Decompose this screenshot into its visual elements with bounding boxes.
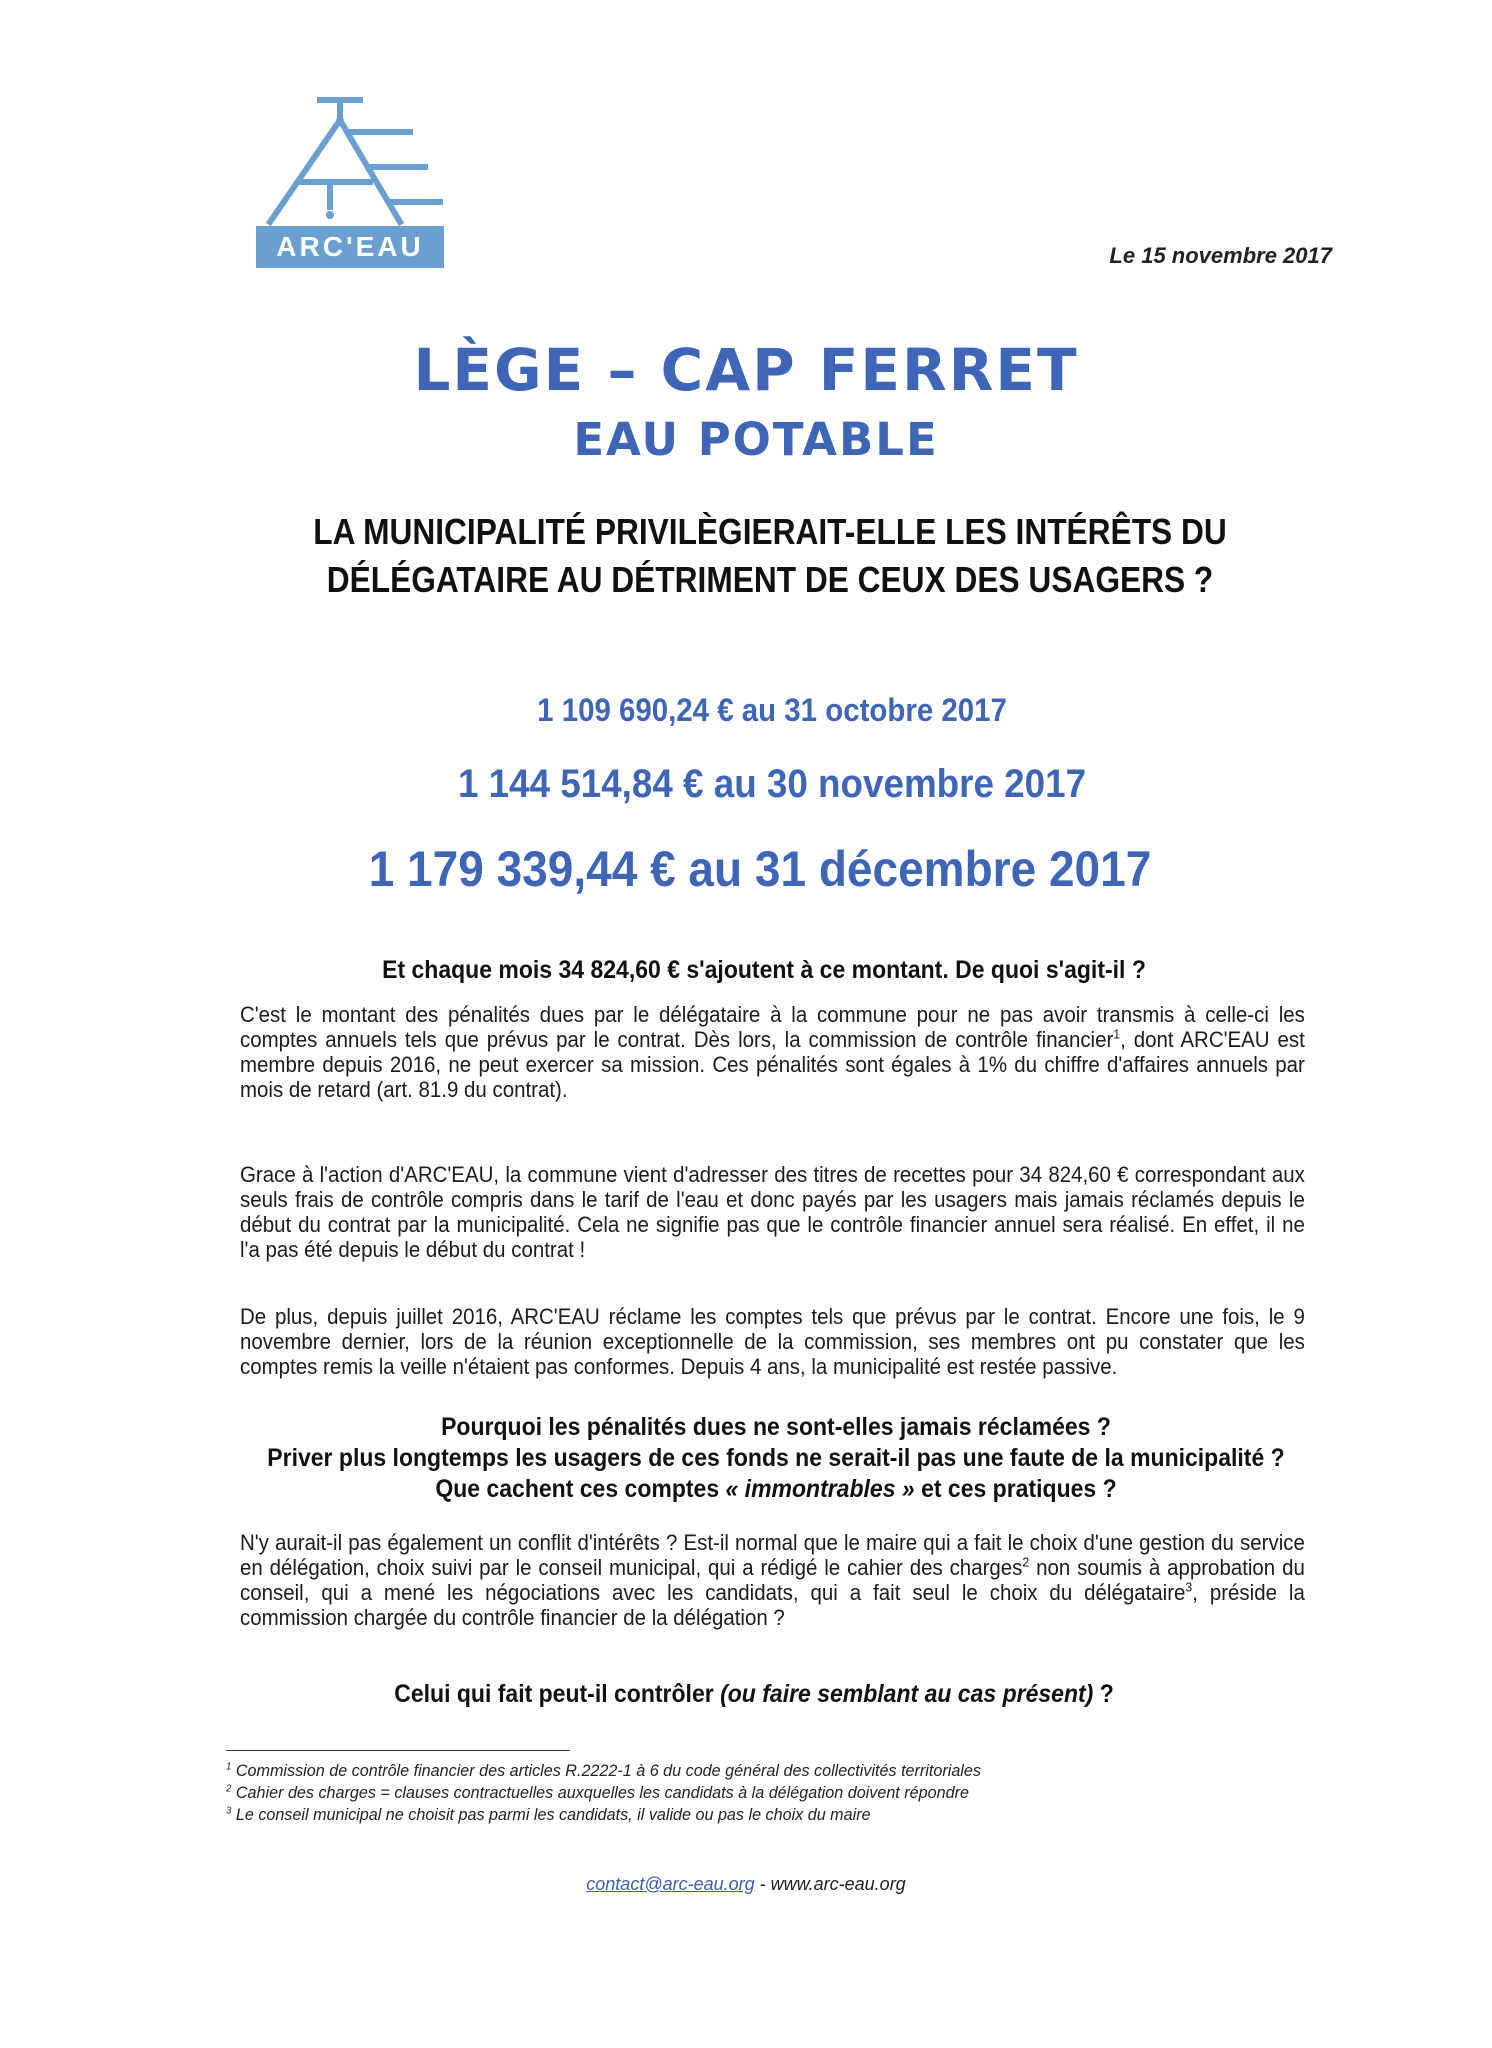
- paragraph-penalties-a: C'est le montant des pénalités dues par le délégataire à la commune pour ne pas avoir transmis à celle-ci les comptes annuels tels que prévus par le contrat. Dès lors, la commission de contrôle financier: [240, 1002, 1305, 1052]
- footnote-ref-3: 3: [1185, 1579, 1193, 1595]
- paragraph-action: Grace à l'action d'ARC'EAU, la commune vient d'adresser des titres de recettes pour 34 824,60 € correspondant aux seuls frais de contrôle compris dans le tarif de l'eau et donc payés par les usagers mais jamais réclamés depuis le début du contrat par la municipalité. Cela ne signifie pas que le contrôle financier annuel sera réalisé. En effet, il ne l'a pas été depuis le début du contrat !: [240, 1162, 1305, 1262]
- footnotes: [226, 1760, 1062, 1826]
- footnote-text: Cahier des charges = clauses contractuelles auxquelles les candidats à la délégation doivent répondre: [235, 1783, 969, 1802]
- contact-separator: -: [754, 1874, 771, 1894]
- question-funds: Priver plus longtemps les usagers de ces fonds ne serait-il pas une faute de la municipalité ?: [267, 1444, 1285, 1472]
- contact-email-link[interactable]: contact@arc-eau.org: [586, 1874, 755, 1894]
- question-accounts: [90, 1474, 1463, 1505]
- paragraph-penalties: [240, 1002, 1305, 1102]
- arceau-logo: [250, 92, 450, 270]
- footnote-divider: [226, 1750, 570, 1751]
- logo-emblem-icon: [250, 92, 450, 242]
- logo-label: ARC'EAU: [256, 226, 444, 268]
- questions-block: [90, 1412, 1463, 1505]
- amount-december: 1 179 339,44 € au 31 décembre 2017: [368, 841, 1152, 897]
- final-question-main: Celui qui fait peut-il contrôler: [394, 1680, 721, 1708]
- footnote-item: [226, 1760, 1062, 1782]
- title-subject: EAU POTABLE: [573, 413, 939, 466]
- document-date: Le 15 novembre 2017: [1109, 243, 1332, 268]
- paragraph-conflict-a: N'y aurait-il pas également un conflit d'intérêts ? Est-il normal que le maire qui a fait le choix d'une gestion du service en délégation, choix suivi par le conseil municipal, qui a rédigé le cahier des charges: [240, 1530, 1305, 1580]
- footnote-item: [226, 1782, 1062, 1804]
- contact-website[interactable]: www.arc-eau.org: [770, 1874, 906, 1894]
- question-accounts-a: Que cachent ces comptes: [435, 1475, 726, 1503]
- paragraph-conflict-c: , préside la commission chargée du contrôle financier de la délégation ?: [240, 1580, 1305, 1630]
- title-location: LÈGE – CAP FERRET: [413, 336, 1079, 404]
- paragraph-accounts: De plus, depuis juillet 2016, ARC'EAU réclame les comptes tels que prévus par le contrat. Encore une fois, le 9 novembre dernier, lors de la réunion exceptionnelle de la commission, ses membres ont pu constater que les comptes remis la veille n'étaient pas conformes. Depuis 4 ans, la municipalité est restée passive.: [240, 1304, 1305, 1379]
- final-question: [68, 1680, 1441, 1709]
- headline: [268, 508, 1271, 604]
- paragraph-conflict-b: non soumis à approbation du conseil, qui a mené les négociations avec les candidats, qui a fait seul le choix du délégataire: [240, 1555, 1305, 1605]
- final-question-em: (ou faire semblant au cas présent): [720, 1680, 1094, 1708]
- paragraph-penalties-b: , dont ARC'EAU est membre depuis 2016, ne peut exercer sa mission. Ces pénalités sont égales à 1% du chiffre d'affaires annuels par mois de retard (art. 81.9 du contrat).: [240, 1027, 1305, 1102]
- question-accounts-em: « immontrables »: [725, 1475, 915, 1503]
- footnote-text: Commission de contrôle financier des articles R.2222-1 à 6 du code général des collectivités territoriales: [235, 1761, 981, 1780]
- final-question-end: ?: [1093, 1680, 1114, 1708]
- amount-november: 1 144 514,84 € au 30 novembre 2017: [457, 762, 1087, 806]
- footnote-ref-2: 2: [1022, 1554, 1030, 1570]
- question-accounts-b: et ces pratiques ?: [914, 1475, 1117, 1503]
- question-penalties: Pourquoi les pénalités dues ne sont-elles jamais réclamées ?: [441, 1413, 1111, 1441]
- amount-october: 1 109 690,24 € au 31 octobre 2017: [537, 692, 1007, 728]
- footnote-number: 3: [226, 1805, 232, 1817]
- paragraph-conflict: [240, 1530, 1305, 1630]
- footnote-number: 2: [226, 1783, 232, 1795]
- monthly-question: Et chaque mois 34 824,60 € s'ajoutent à ce montant. De quoi s'agit-il ?: [382, 956, 1146, 984]
- contact-line: [0, 1874, 1492, 1895]
- footnote-item: [226, 1804, 1062, 1826]
- headline-line-1: LA MUNICIPALITÉ PRIVILÈGIERAIT-ELLE LES INTÉRÊTS DU: [313, 511, 1227, 552]
- footnote-text: Le conseil municipal ne choisit pas parmi les candidats, il valide ou pas le choix du maire: [235, 1805, 871, 1824]
- footnote-number: 1: [226, 1761, 232, 1773]
- headline-line-2: DÉLÉGATAIRE AU DÉTRIMENT DE CEUX DES USAGERS ?: [326, 559, 1214, 600]
- footnote-ref-1: 1: [1113, 1026, 1121, 1042]
